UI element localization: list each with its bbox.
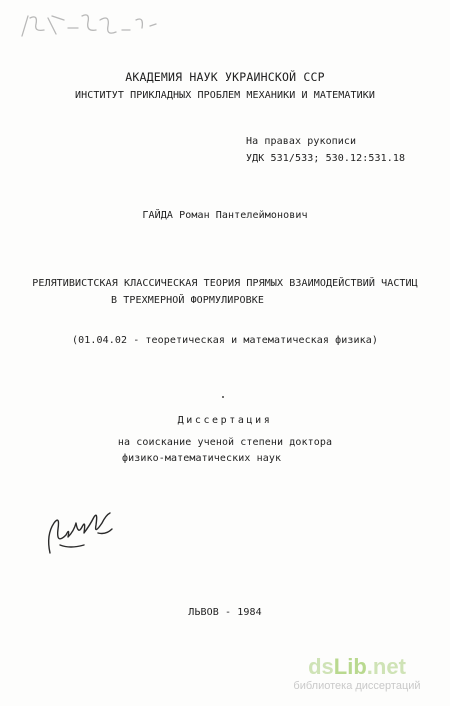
watermark-caption: библиотека диссертаций	[293, 680, 421, 692]
academy-name: АКАДЕМИЯ НАУК УКРАИНСКОЙ ССР	[125, 70, 325, 84]
dot-mark	[222, 396, 224, 398]
degree-line1: на соискание ученой степени доктора	[117, 437, 333, 448]
watermark-logo: dsLib.net	[308, 654, 406, 679]
author-signature	[40, 505, 120, 560]
institute-name: ИНСТИТУТ ПРИКЛАДНЫХ ПРОБЛЕМ МЕХАНИКИ И МАТЕМАТИКИ	[75, 90, 375, 101]
specialty-code: (01.04.02 - теоретическая и математическая физика)	[71, 335, 379, 346]
thesis-title-line2: В ТРЕХМЕРНОЙ ФОРМУЛИРОВКЕ	[111, 295, 265, 306]
author-name: ГАЙДА Роман Пантелеймонович	[142, 210, 308, 221]
watermark	[272, 655, 442, 699]
manuscript-rights: На правах рукописи	[246, 136, 357, 147]
udk-code: УДК 531/533; 530.12:531.18	[246, 153, 406, 164]
dissertation-label: Диссертация	[177, 415, 273, 426]
handwritten-note-top	[18, 10, 168, 42]
thesis-title-line1: РЕЛЯТИВИСТСКАЯ КЛАССИЧЕСКАЯ ТЕОРИЯ ПРЯМЫХ ВЗАИМОДЕЙСТВИЙ ЧАСТИЦ	[32, 278, 418, 289]
city-year: ЛЬВОВ - 1984	[188, 607, 262, 618]
degree-line2: физико-математических наук	[122, 453, 282, 464]
